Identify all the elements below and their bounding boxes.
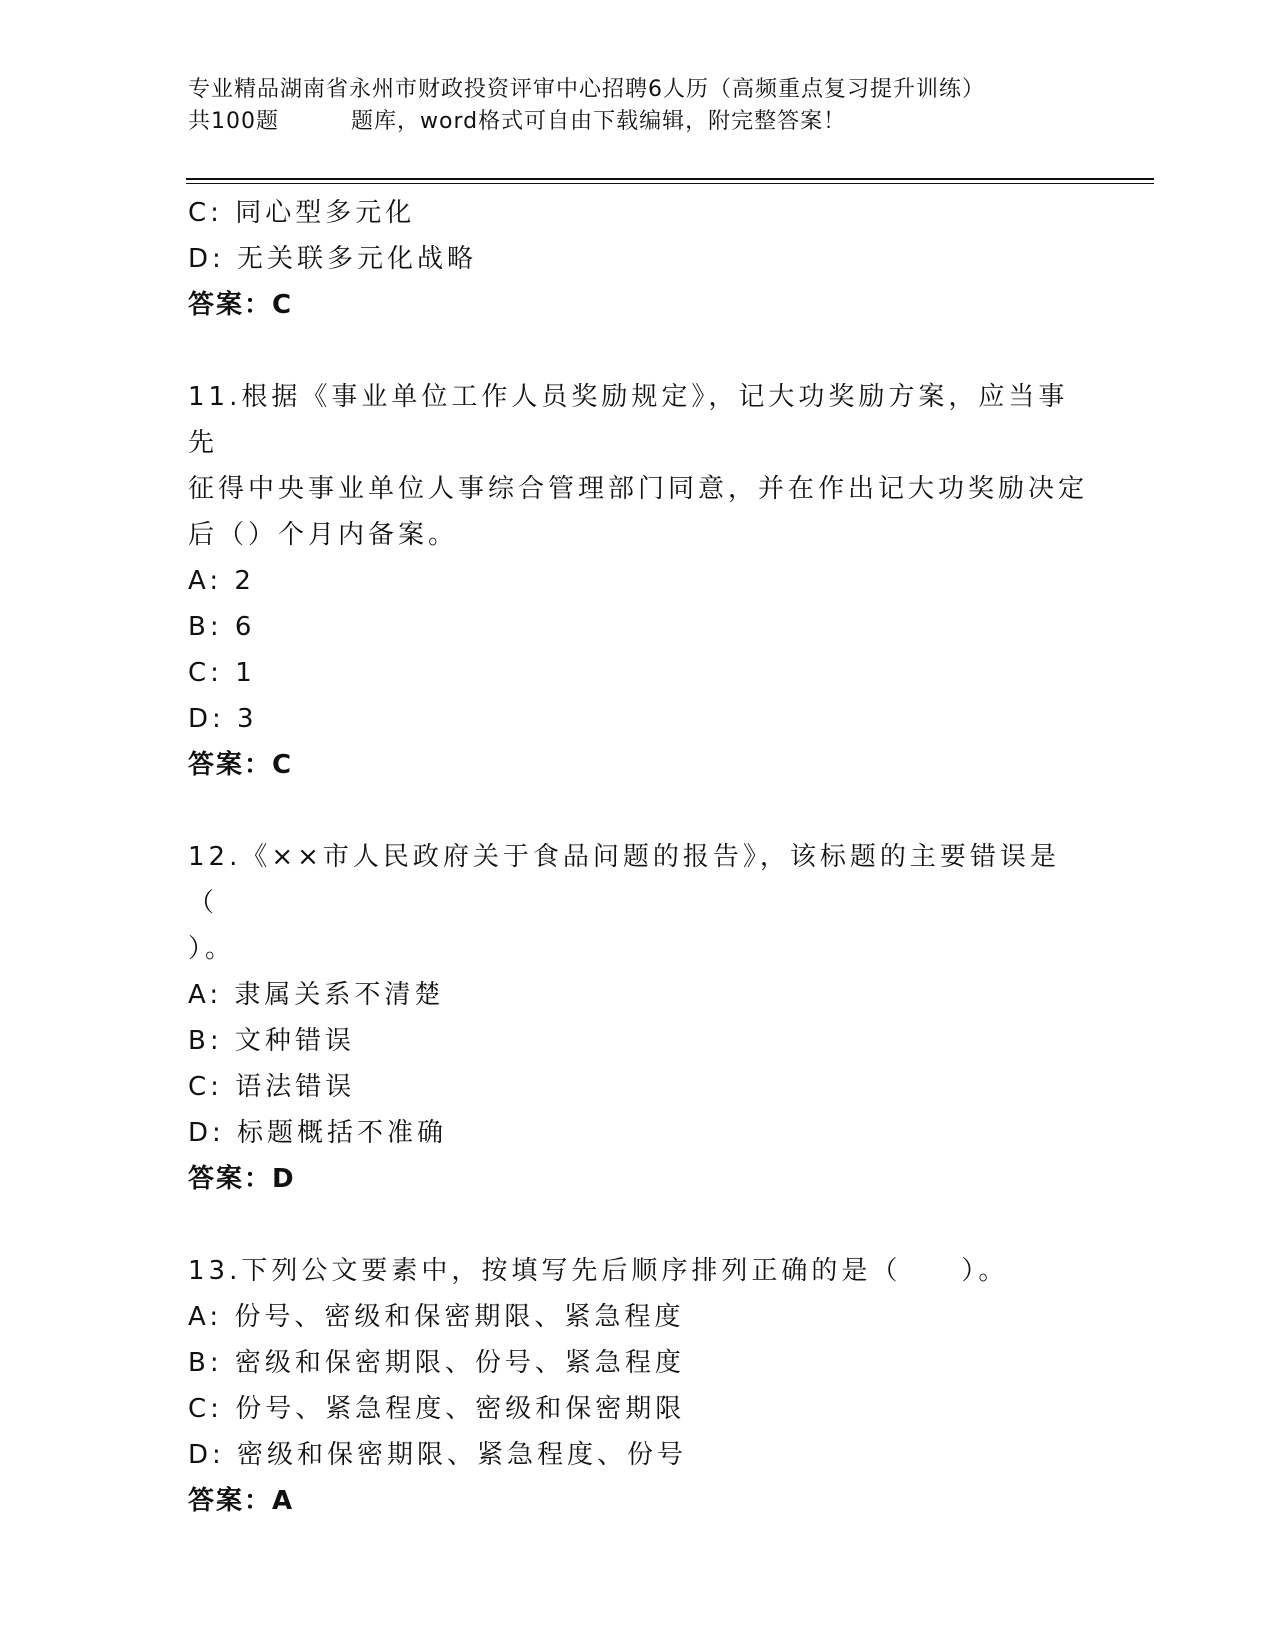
answer-line: 答案：C — [188, 290, 294, 320]
question-stem-line: ）。 — [188, 934, 236, 964]
question-stem-line: 征得中央事业单位人事综合管理部门同意，并在作出记大功奖励决定 — [188, 474, 1089, 504]
option-a: A: 份号、密级和保密期限、紧急程度 — [188, 1302, 685, 1332]
header-title: 专业精品湖南省永州市财政投资评审中心招聘6人历（高频重点复习提升训练） — [188, 77, 985, 102]
document-body — [188, 190, 1088, 1524]
question-stem-line: 11.根据《事业单位工作人员奖励规定》，记大功奖励方案，应当事先 — [188, 382, 1069, 458]
option-a: A: 2 — [188, 566, 255, 596]
question-13 — [188, 1248, 1088, 1524]
header-divider-thin — [186, 183, 1154, 184]
option-d: D: 3 — [188, 704, 258, 734]
option-b: B: 密级和保密期限、份号、紧急程度 — [188, 1348, 685, 1378]
option-d: D: 密级和保密期限、紧急程度、份号 — [188, 1440, 688, 1470]
question-12 — [188, 834, 1088, 1202]
answer-line: 答案：D — [188, 1164, 296, 1194]
option-d: D: 无关联多元化战略 — [188, 244, 478, 274]
option-a: A: 隶属关系不清楚 — [188, 980, 445, 1010]
header-count: 共100题 — [188, 109, 279, 134]
answer-line: 答案：C — [188, 750, 294, 780]
option-d: D: 标题概括不准确 — [188, 1118, 448, 1148]
header-subtitle — [188, 106, 1088, 138]
header-divider-thick — [186, 178, 1154, 180]
option-b: B: 6 — [188, 612, 256, 642]
question-11 — [188, 374, 1088, 788]
header-description: 题库，word格式可自由下载编辑，附完整答案！ — [351, 109, 847, 134]
document-header — [188, 74, 1088, 138]
question-stem-line: 后（）个月内备案。 — [188, 520, 459, 550]
option-c: C: 语法错误 — [188, 1072, 356, 1102]
option-c: C: 同心型多元化 — [188, 198, 416, 228]
option-c: C: 1 — [188, 658, 256, 688]
question-stem-line: 13.下列公文要素中，按填写先后顺序排列正确的是（ ）。 — [188, 1256, 1009, 1286]
option-b: B: 文种错误 — [188, 1026, 355, 1056]
option-c: C: 份号、紧急程度、密级和保密期限 — [188, 1394, 686, 1424]
answer-line: 答案：A — [188, 1486, 295, 1516]
question-10-continuation — [188, 190, 1088, 328]
question-stem-line: 12.《××市人民政府关于食品问题的报告》，该标题的主要错误是（ — [188, 842, 1060, 918]
